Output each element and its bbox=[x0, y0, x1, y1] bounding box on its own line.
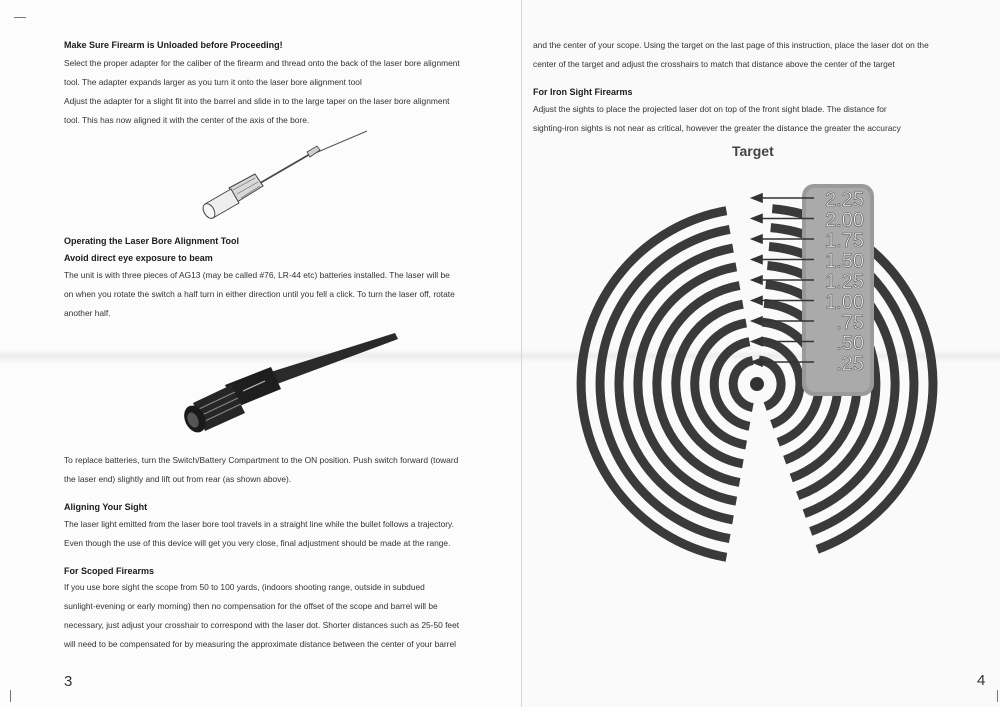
page-number-right: 4 bbox=[977, 672, 986, 689]
text-line: sighting-iron sights is not near as critical, however the greater the distance the greater the accuracy bbox=[533, 123, 901, 133]
text-line: If you use bore sight the scope from 50 to 100 yards, (indoors shooting range, outside in subdued bbox=[64, 582, 425, 592]
text-line: The unit is with three pieces of AG13 (may be called #76, LR-44 etc) batteries installed. The laser will be bbox=[64, 270, 450, 280]
text-line: and the center of your scope. Using the target on the last page of this instruction, place the laser dot on the bbox=[533, 40, 929, 50]
text-line: Adjust the sights to place the projected laser dot on top of the front sight blade. The distance for bbox=[533, 104, 887, 114]
unload-firearm-heading: Make Sure Firearm is Unloaded before Proceeding! bbox=[64, 40, 283, 50]
scale-label: .25 bbox=[836, 353, 864, 375]
scoped-firearms-heading: For Scoped Firearms bbox=[64, 566, 155, 576]
text-line: Even though the use of this device will get you very close, final adjustment should be made at the range. bbox=[64, 538, 451, 548]
scale-label: 1.25 bbox=[825, 271, 864, 293]
text-line: on when you rotate the switch a half turn in either direction until you fell a click. To turn the laser off, rotate bbox=[64, 289, 455, 299]
scale-label: 2.25 bbox=[825, 189, 864, 211]
target-center-dot bbox=[750, 377, 764, 391]
text-line: the laser end) slightly and lift out from rear (as shown above). bbox=[64, 474, 292, 484]
adapter-instructions-paragraph bbox=[64, 54, 510, 130]
scale-label: 1.75 bbox=[825, 230, 864, 252]
eye-exposure-warning: Avoid direct eye exposure to beam bbox=[64, 253, 213, 263]
text-line: sunlight-evening or early morning) then no compensation for the offset of the scope and barrel will be bbox=[64, 601, 438, 611]
text-line: Adjust the adapter for a slight fit into the barrel and slide in to the large taper on the laser bore alignment bbox=[64, 96, 450, 106]
text-line: To replace batteries, turn the Switch/Battery Compartment to the ON position. Push switch forward (toward bbox=[64, 455, 459, 465]
text-line: tool. This has now aligned it with the center of the axis of the bore. bbox=[64, 115, 310, 125]
crop-mark-bottom-left bbox=[10, 690, 22, 702]
battery-operation-paragraph bbox=[64, 266, 510, 323]
battery-replacement-paragraph bbox=[64, 451, 510, 489]
target-ring-arc bbox=[733, 360, 753, 407]
text-line: The laser light emitted from the laser bore tool travels in a straight line while the bullet follows a trajectory. bbox=[64, 519, 454, 529]
crop-mark-bottom-right bbox=[986, 690, 998, 702]
aligning-sight-heading: Aligning Your Sight bbox=[64, 502, 148, 512]
iron-sight-heading: For Iron Sight Firearms bbox=[533, 87, 633, 97]
scale-label: .50 bbox=[836, 332, 864, 355]
text-line: center of the target and adjust the crosshairs to match that distance above the center of the target bbox=[533, 59, 895, 69]
right-page bbox=[522, 0, 1000, 707]
scale-label: 1.50 bbox=[825, 250, 864, 273]
text-line: will need to be compensated for by measuring the approximate distance between the center of your barrel bbox=[64, 639, 456, 649]
aligning-sight-paragraph bbox=[64, 515, 510, 553]
laser-tool-with-adapter-illustration bbox=[195, 128, 375, 223]
scale-label: 1.00 bbox=[825, 291, 864, 314]
text-line: necessary, just adjust your crosshair to correspond with the laser dot. Shorter distances such as 25-50 feet bbox=[64, 620, 460, 630]
page-number-left: 3 bbox=[64, 673, 73, 690]
operating-tool-heading: Operating the Laser Bore Alignment Tool bbox=[64, 236, 240, 246]
alignment-target-diagram bbox=[562, 170, 962, 610]
iron-sight-paragraph bbox=[533, 100, 989, 138]
scale-label: .75 bbox=[836, 312, 864, 334]
laser-bore-tool-illustration bbox=[165, 325, 405, 445]
text-line: tool. The adapter expands larger as you turn it onto the laser bore alignment tool bbox=[64, 77, 362, 87]
scale-label: 2.00 bbox=[825, 209, 864, 232]
scoped-firearms-paragraph bbox=[64, 578, 510, 654]
text-line: another half. bbox=[64, 308, 111, 318]
target-title: Target bbox=[732, 143, 774, 159]
text-line: Select the proper adapter for the caliber of the firearm and thread onto the back of the laser bore alignment bbox=[64, 58, 460, 68]
scope-continued-paragraph bbox=[533, 36, 989, 74]
crop-mark-top-left bbox=[14, 6, 26, 18]
